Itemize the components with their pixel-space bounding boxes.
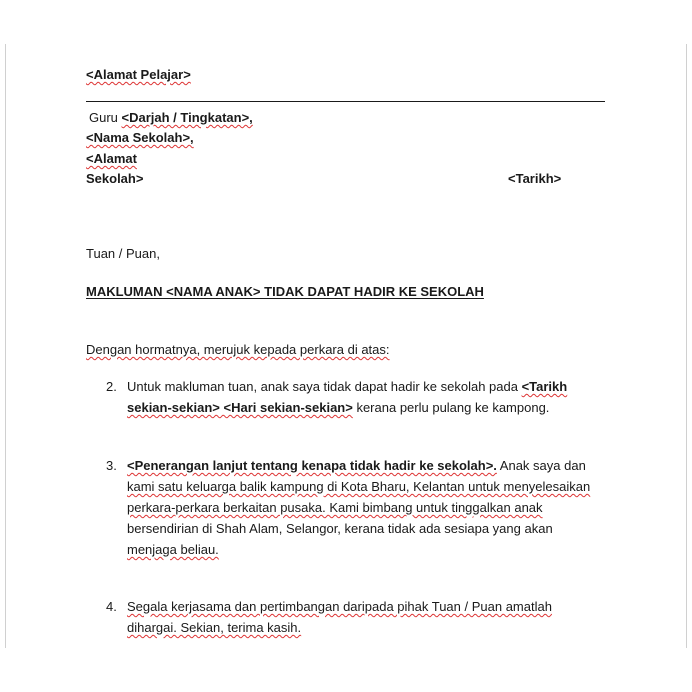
list-item-number: 2. bbox=[106, 379, 117, 394]
recipient-line-1 bbox=[89, 110, 253, 125]
list-item-line bbox=[127, 497, 606, 518]
line-plain: kerana perlu pulang ke kampong. bbox=[352, 400, 550, 415]
list-item-line bbox=[127, 476, 606, 497]
recipient-address-line-2: Sekolah> bbox=[86, 171, 144, 186]
line-bold: <Tarikh bbox=[521, 379, 568, 394]
letter-date bbox=[508, 171, 561, 186]
header-divider bbox=[86, 101, 605, 102]
sender-address-text: <Alamat Pelajar> bbox=[86, 67, 191, 82]
list-item-line bbox=[127, 518, 606, 539]
line-bold: sekian-sekian> <Hari sekian-sekian> bbox=[127, 400, 353, 415]
list-item bbox=[106, 455, 606, 560]
list-item bbox=[106, 596, 606, 638]
salutation-text: Tuan / Puan, bbox=[86, 246, 160, 261]
list-item-number: 3. bbox=[106, 458, 117, 473]
line-bold: <Penerangan lanjut tentang kenapa tidak hadir ke sekolah>. bbox=[127, 458, 497, 473]
recipient-school-name: <Nama Sekolah>, bbox=[86, 130, 194, 145]
line-plain: Anak saya dan bbox=[496, 458, 586, 473]
list-item bbox=[106, 376, 606, 418]
list-item-line bbox=[127, 376, 606, 397]
list-item-line bbox=[127, 596, 606, 617]
subject-line bbox=[86, 281, 484, 302]
list-item-number: 4. bbox=[106, 599, 117, 614]
line-plain: Segala kerjasama dan pertimbangan daripada pihak Tuan / Puan amatlah bbox=[127, 599, 552, 614]
salutation bbox=[86, 243, 160, 264]
list-item-body bbox=[127, 376, 606, 418]
recipient-line-2 bbox=[86, 130, 194, 145]
sender-address bbox=[86, 67, 191, 82]
list-item-body bbox=[127, 596, 606, 638]
list-item-line bbox=[127, 455, 606, 476]
recipient-line-4 bbox=[86, 171, 143, 186]
list-item-line bbox=[127, 397, 606, 418]
line-plain: dihargai. Sekian, terima kasih. bbox=[127, 620, 302, 635]
opening-text: Dengan hormatnya, merujuk kepada perkara di atas: bbox=[86, 342, 390, 357]
recipient-line-3 bbox=[86, 151, 137, 166]
line-plain: bersendirian di Shah Alam, Selangor, kerana tidak ada sesiapa yang akan bbox=[127, 521, 553, 536]
opening-sentence bbox=[86, 339, 390, 360]
line-plain: Untuk makluman tuan, anak saya tidak dapat hadir ke sekolah pada bbox=[127, 379, 522, 394]
recipient-class: <Darjah / Tingkatan>, bbox=[121, 110, 253, 125]
list-item-line bbox=[127, 617, 606, 638]
line-plain: perkara-perkara berkaitan pusaka. Kami bimbang untuk tinggalkan anak bbox=[127, 500, 543, 515]
line-plain: kami satu keluarga balik kampung di Kota Bharu, Kelantan untuk menyelesaikan bbox=[127, 479, 591, 494]
subject-text: MAKLUMAN <NAMA ANAK> TIDAK DAPAT HADIR KE SEKOLAH bbox=[86, 284, 484, 299]
letter-date-text: <Tarikh> bbox=[508, 171, 562, 186]
recipient-line-1-prefix: Guru bbox=[89, 110, 122, 125]
recipient-address-line-1: <Alamat bbox=[86, 151, 137, 166]
line-plain: menjaga beliau. bbox=[127, 542, 219, 557]
list-item-line bbox=[127, 539, 606, 560]
list-item-body bbox=[127, 455, 606, 560]
